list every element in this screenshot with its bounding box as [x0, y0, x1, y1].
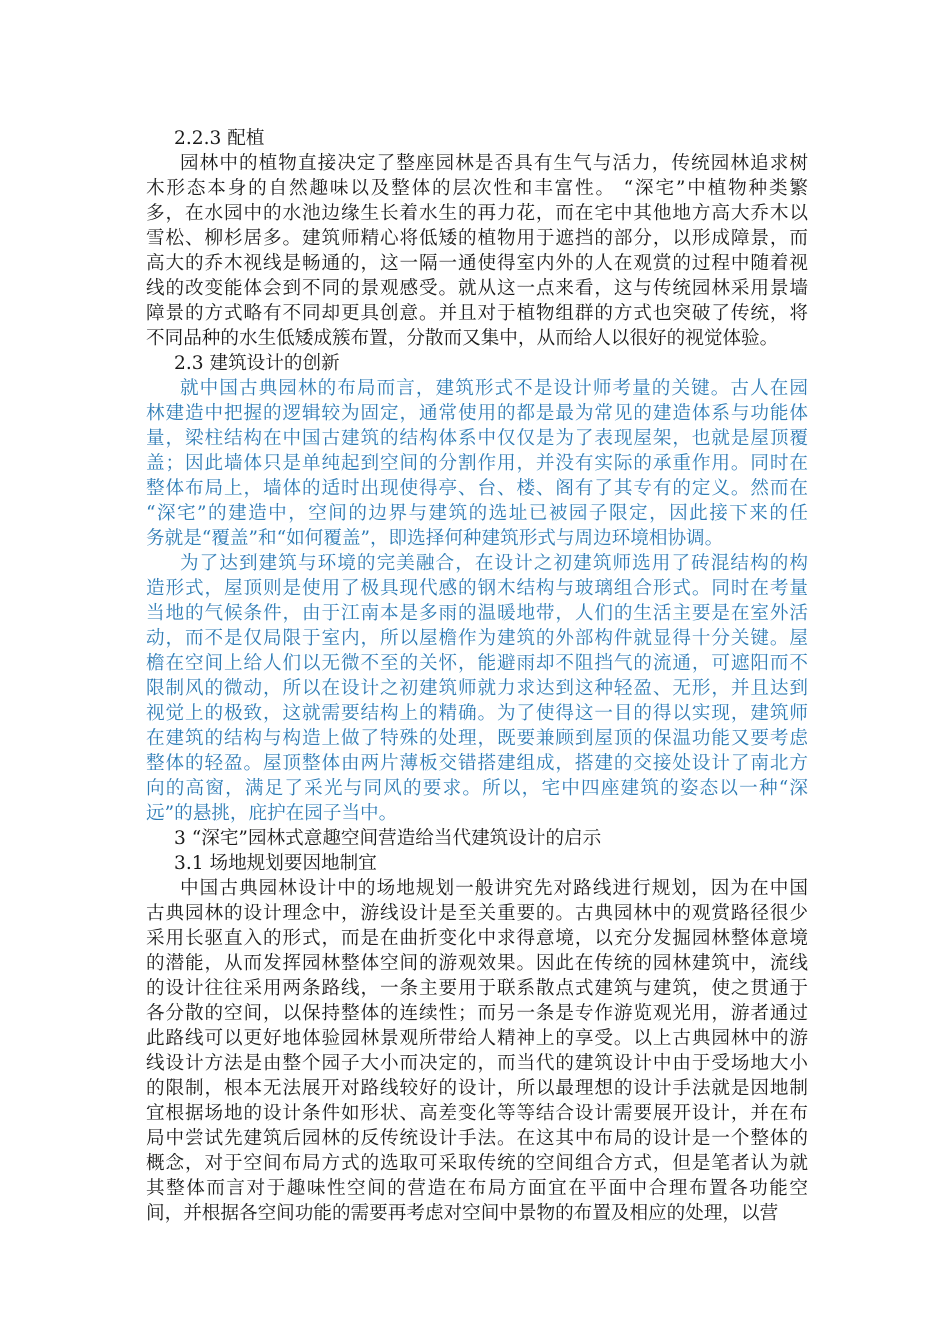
paragraph-line: 限制风的微动，所以在设计之初建筑师就力求达到这种轻盈、无形，并且达到 [146, 678, 808, 699]
paragraph-line: 局中尝试先建筑后园林的反传统设计手法。在这其中布局的设计是一个整体的 [146, 1128, 808, 1149]
section-heading [146, 826, 808, 851]
paragraph-line: 概念，对于空间布局方式的选取可采取传统的空间组合方式，但是笔者认为就 [146, 1153, 808, 1174]
section-heading [146, 351, 808, 376]
paragraph-line: 古典园林的设计理念中，游线设计是至关重要的。古典园林中的观赏路径很少 [146, 903, 808, 924]
paragraph-line: 的限制，根本无法展开对路线较好的设计，所以最理想的设计手法就是因地制 [146, 1078, 808, 1099]
document-body [146, 126, 808, 1226]
paragraph-line: 园林中的植物直接决定了整座园林是否具有生气与活力，传统园林追求树 [180, 153, 808, 174]
paragraph-line: 务就是“覆盖”和“如何覆盖”，即选择何种建筑形式与周边环境相协调。 [146, 528, 724, 549]
paragraph-line: 林建造中把握的逻辑较为固定，通常使用的都是最为常见的建造体系与功能体 [146, 403, 808, 424]
paragraph-line: “深宅”的建造中，空间的边界与建筑的选址已被园子限定，因此接下来的任 [146, 503, 808, 524]
paragraph-line: 量，梁柱结构在中国古建筑的结构体系中仅仅是为了表现屋架，也就是屋顶覆 [146, 428, 808, 449]
heading-text: 2.2.3 配植 [174, 128, 265, 149]
paragraph [146, 376, 808, 551]
paragraph-line: 障景的方式略有不同却更具创意。并且对于植物组群的方式也突破了传统，将 [146, 303, 808, 324]
paragraph-line: 檐在空间上给人们以无微不至的关怀，能避雨却不阻挡气的流通，可遮阳而不 [146, 653, 808, 674]
paragraph-line: 雪松、柳杉居多。建筑师精心将低矮的植物用于遮挡的部分，以形成障景，而 [146, 228, 808, 249]
paragraph-line: 动，而不是仅局限于室内，所以屋檐作为建筑的外部构件就显得十分关键。屋 [146, 628, 808, 649]
paragraph-line: 宜根据场地的设计条件如形状、高差变化等等结合设计需要展开设计，并在布 [146, 1103, 808, 1124]
paragraph-line: 远”的悬挑，庇护在园子当中。 [146, 803, 398, 824]
paragraph-line: 中国古典园林设计中的场地规划一般讲究先对路线进行规划，因为在中国 [180, 878, 808, 899]
paragraph-line: 的设计往往采用两条路线，一条主要用于联系散点式建筑与建筑，使之贯通于 [146, 978, 808, 999]
paragraph-line: 盖；因此墙体只是单纯起到空间的分割作用，并没有实际的承重作用。同时在 [146, 453, 808, 474]
paragraph-line: 其整体而言对于趣味性空间的营造在布局方面宜在平面中合理布置各功能空 [146, 1178, 808, 1199]
paragraph-line: 在建筑的结构与构造上做了特殊的处理，既要兼顾到屋顶的保温功能又要考虑 [146, 728, 808, 749]
paragraph-line: 高大的乔木视线是畅通的，这一隔一通使得室内外的人在观赏的过程中随着视 [146, 253, 808, 274]
paragraph [146, 876, 808, 1226]
paragraph-line: 线的改变能体会到不同的景观感受。就从这一点来看，这与传统园林采用景墙 [146, 278, 808, 299]
paragraph-line: 整体布局上，墙体的适时出现使得亭、台、楼、阁有了其专有的定义。然而在 [146, 478, 808, 499]
paragraph [146, 151, 808, 351]
paragraph-line: 间，并根据各空间功能的需要再考虑对空间中景物的布置及相应的处理，以营 [146, 1203, 779, 1224]
paragraph [146, 551, 808, 826]
paragraph-line: 线设计方法是由整个园子大小而决定的，而当代的建筑设计中由于受场地大小 [146, 1053, 808, 1074]
paragraph-line: 不同品种的水生低矮成簇布置，分散而又集中，从而给人以很好的视觉体验。 [146, 328, 779, 349]
heading-text: 3.1 场地规划要因地制宜 [174, 853, 377, 874]
paragraph-line: 向的高窗，满足了采光与同风的要求。所以，宅中四座建筑的姿态以一种“深 [146, 778, 808, 799]
section-heading [146, 126, 808, 151]
paragraph-line: 造形式，屋顶则是使用了极具现代感的钢木结构与玻璃组合形式。同时在考量 [146, 578, 808, 599]
paragraph-line: 的潜能，从而发挥园林整体空间的游观效果。因此在传统的园林建筑中，流线 [146, 953, 808, 974]
paragraph-line: 视觉上的极致，这就需要结构上的精确。为了使得这一目的得以实现，建筑师 [146, 703, 808, 724]
paragraph-line: 多，在水园中的水池边缘生长着水生的再力花，而在宅中其他地方高大乔木以 [146, 203, 808, 224]
heading-text: 3 “深宅”园林式意趣空间营造给当代建筑设计的启示 [174, 828, 602, 849]
heading-text: 2.3 建筑设计的创新 [174, 353, 340, 374]
paragraph-line: 整体的轻盈。屋顶整体由两片薄板交错搭建组成，搭建的交接处设计了南北方 [146, 753, 808, 774]
paragraph-line: 此路线可以更好地体验园林景观所带给人精神上的享受。以上古典园林中的游 [146, 1028, 808, 1049]
paragraph-line: 当地的气候条件，由于江南本是多雨的温暖地带，人们的生活主要是在室外活 [146, 603, 808, 624]
paragraph-line: 各分散的空间，以保持整体的连续性；而另一条是专作游览观光用，游者通过 [146, 1003, 808, 1024]
paragraph-line: 就中国古典园林的布局而言，建筑形式不是设计师考量的关键。古人在园 [180, 378, 808, 399]
section-heading [146, 851, 808, 876]
paragraph-line: 采用长驱直入的形式，而是在曲折变化中求得意境，以充分发掘园林整体意境 [146, 928, 808, 949]
paragraph-line: 为了达到建筑与环境的完美融合，在设计之初建筑师选用了砖混结构的构 [180, 553, 808, 574]
paragraph-line: 木形态本身的自然趣味以及整体的层次性和丰富性。 “深宅”中植物种类繁 [146, 178, 808, 199]
